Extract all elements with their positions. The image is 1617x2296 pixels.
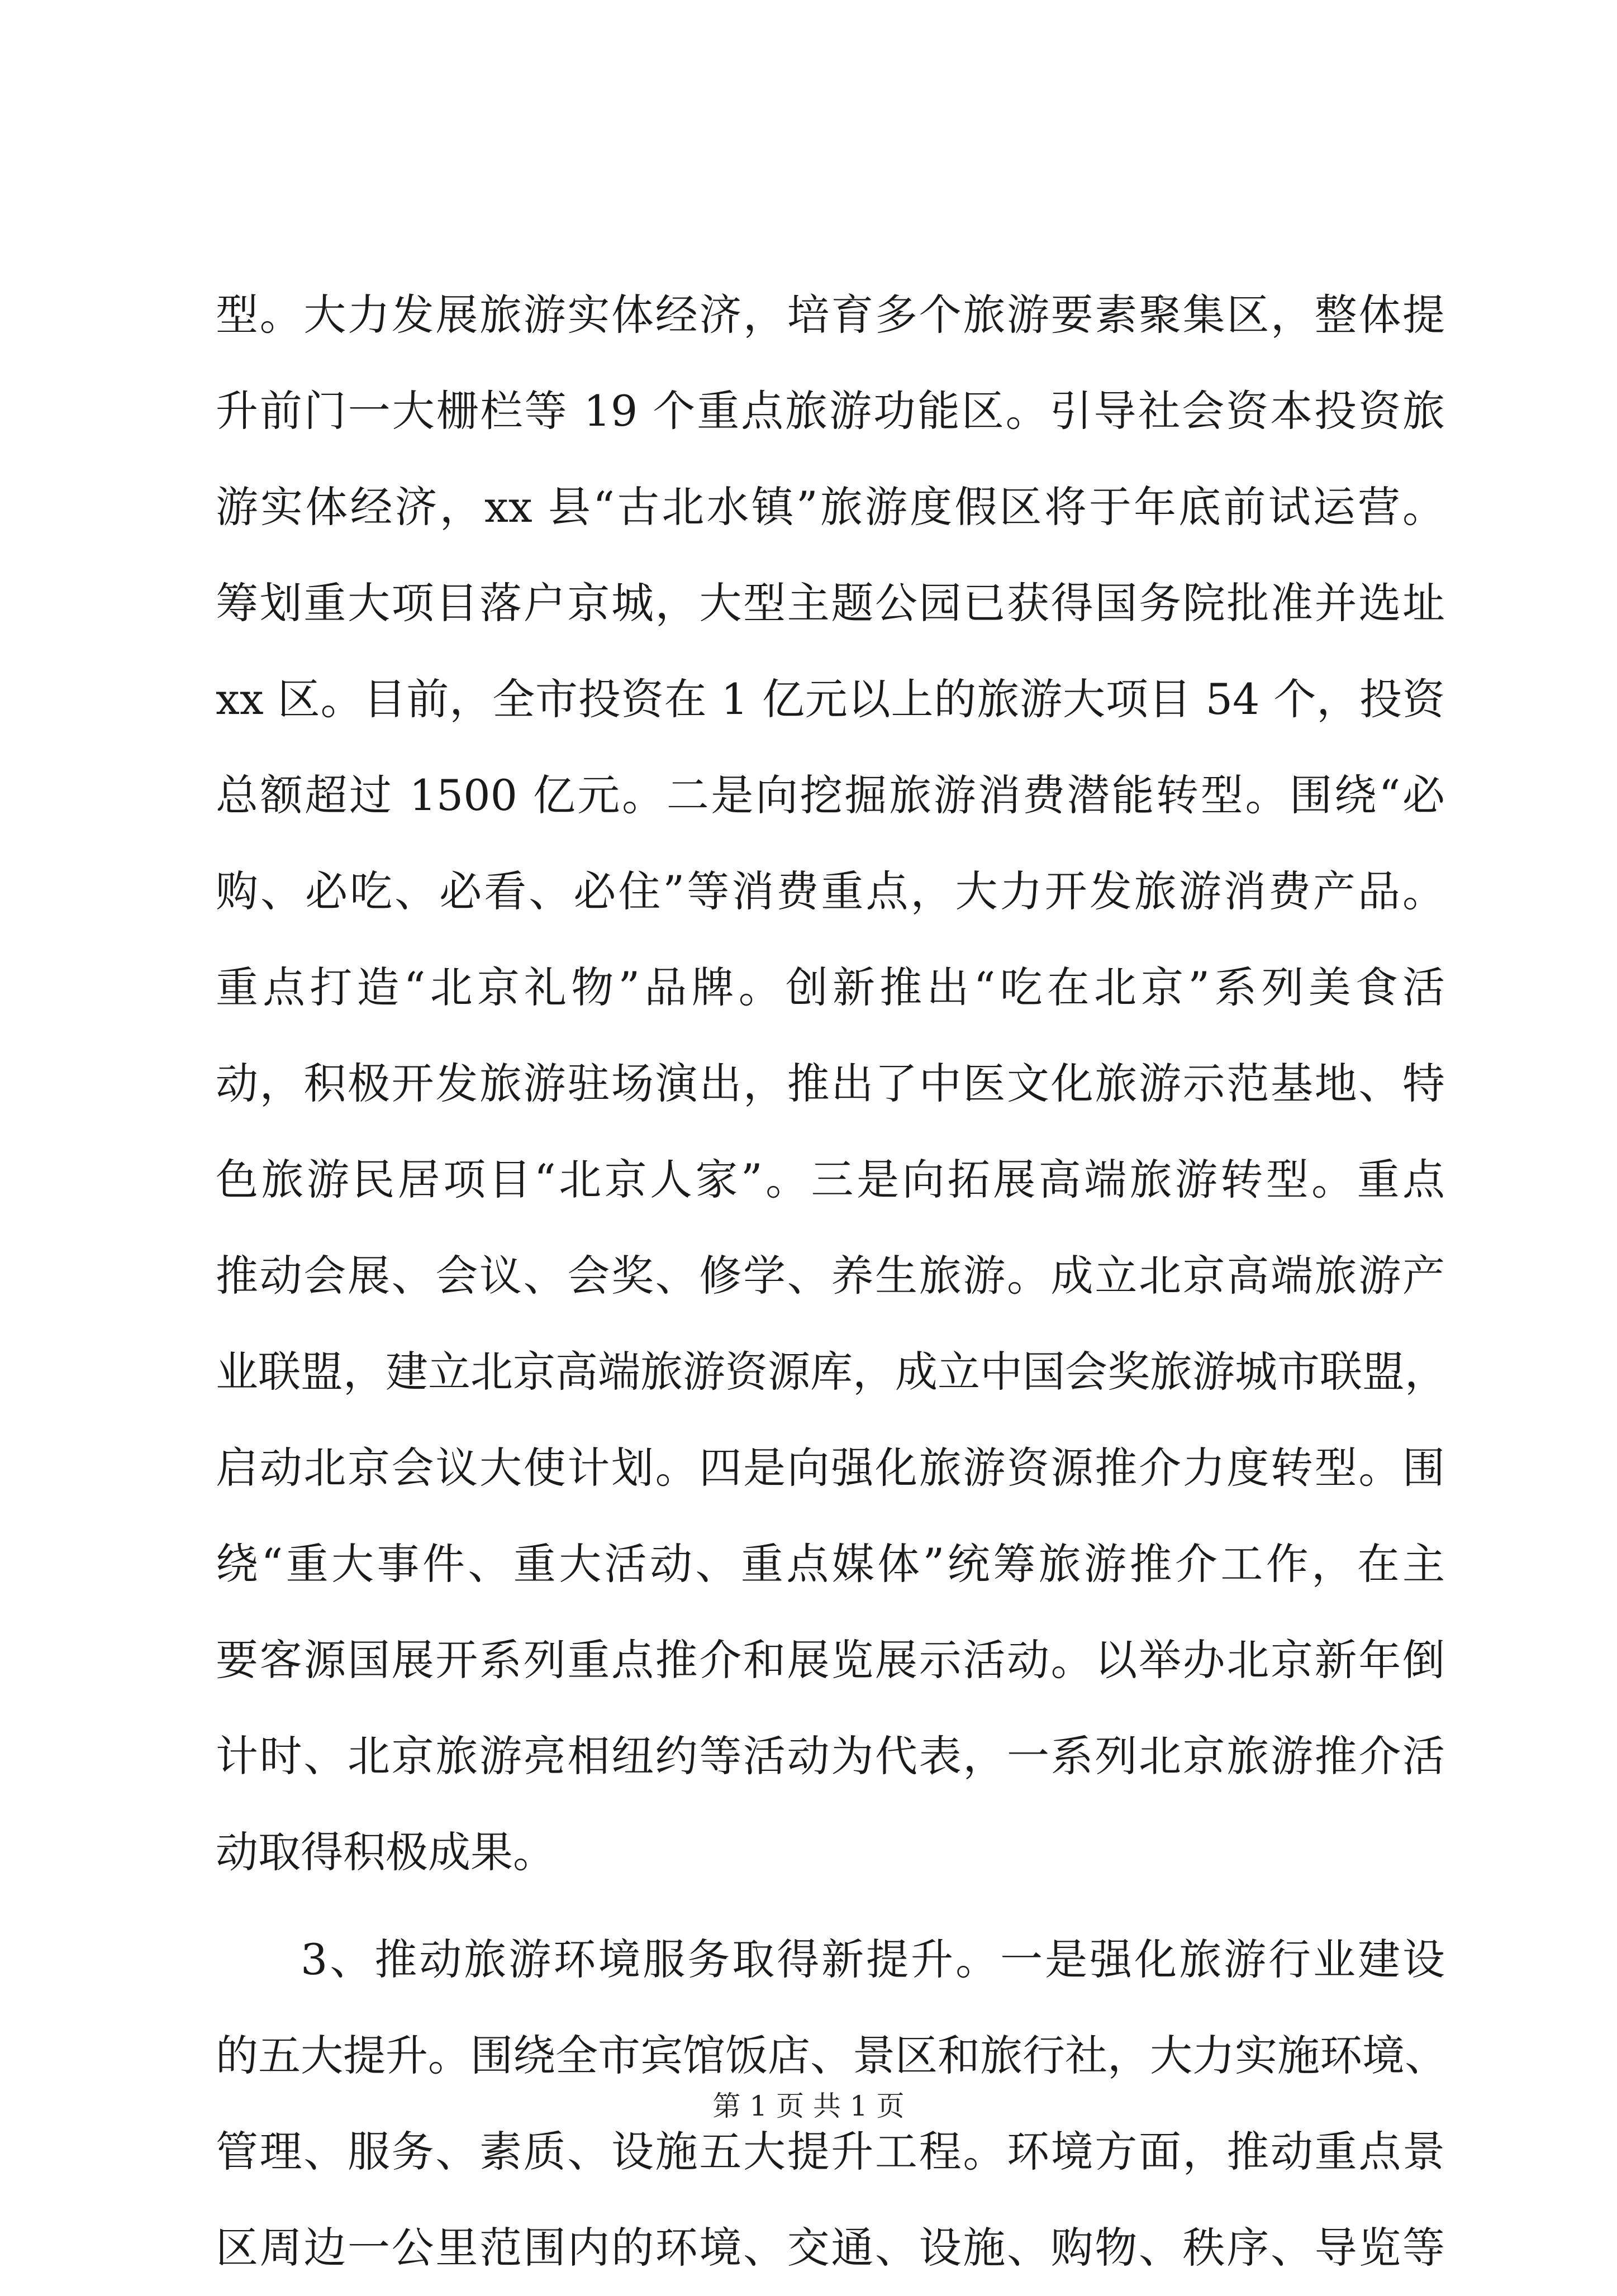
text-line: 筹划重大项目落户京城，大型主题公园已获得国务院批准并选址 (216, 578, 1445, 628)
text-line: 动，积极开发旅游驻场演出，推出了中医文化旅游示范基地、特 (216, 1059, 1445, 1108)
page-footer (0, 2087, 1617, 2126)
paragraph-gap (216, 1900, 1445, 1912)
text-line: xx 区。目前，全市投资在 1 亿元以上的旅游大项目 54 个，投资 (216, 674, 1445, 724)
text-line: 绕“重大事件、重大活动、重点媒体”统筹旅游推介工作，在主 (216, 1539, 1445, 1589)
text-line: 业联盟，建立北京高端旅游资源库，成立中国会奖旅游城市联盟， (216, 1347, 1447, 1397)
document-body (216, 267, 1445, 2296)
text-line: 型。大力发展旅游实体经济，培育多个旅游要素聚集区，整体提 (216, 290, 1445, 340)
text-line: 启动北京会议大使计划。四是向强化旅游资源推介力度转型。围 (216, 1443, 1445, 1493)
paragraph-1 (216, 267, 1445, 1900)
text-line: 重点打造“北京礼物”品牌。创新推出“吃在北京”系列美食活 (216, 963, 1445, 1012)
text-line: 管理、服务、素质、设施五大提升工程。环境方面，推动重点景 (216, 2127, 1445, 2176)
text-line: 游实体经济，xx 县“古北水镇”旅游度假区将于年底前试运营。 (216, 482, 1445, 532)
text-line: 3、推动旅游环境服务取得新提升。一是强化旅游行业建设 (301, 1935, 1445, 1984)
text-line: 升前门一大栅栏等 19 个重点旅游功能区。引导社会资本投资旅 (216, 386, 1445, 436)
text-line: 色旅游民居项目“北京人家”。三是向拓展高端旅游转型。重点 (216, 1155, 1445, 1204)
text-line: 区周边一公里范围内的环境、交通、设施、购物、秩序、导览等 (216, 2223, 1445, 2273)
text-line: 的五大提升。围绕全市宾馆饭店、景区和旅行社，大力实施环境、 (216, 2031, 1447, 2080)
text-line: 要客源国展开系列重点推介和展览展示活动。以举办北京新年倒 (216, 1635, 1445, 1685)
page-number-label: 第 1 页 共 1 页 (712, 2090, 905, 2122)
text-line: 动取得积极成果。 (216, 1827, 555, 1877)
text-line: 购、必吃、必看、必住”等消费重点，大力开发旅游消费产品。 (216, 866, 1445, 916)
text-line: 总额超过 1500 亿元。二是向挖掘旅游消费潜能转型。围绕“必 (216, 770, 1445, 820)
text-line: 推动会展、会议、会奖、修学、养生旅游。成立北京高端旅游产 (216, 1251, 1445, 1301)
text-line: 计时、北京旅游亮相纽约等活动为代表，一系列北京旅游推介活 (216, 1731, 1445, 1781)
